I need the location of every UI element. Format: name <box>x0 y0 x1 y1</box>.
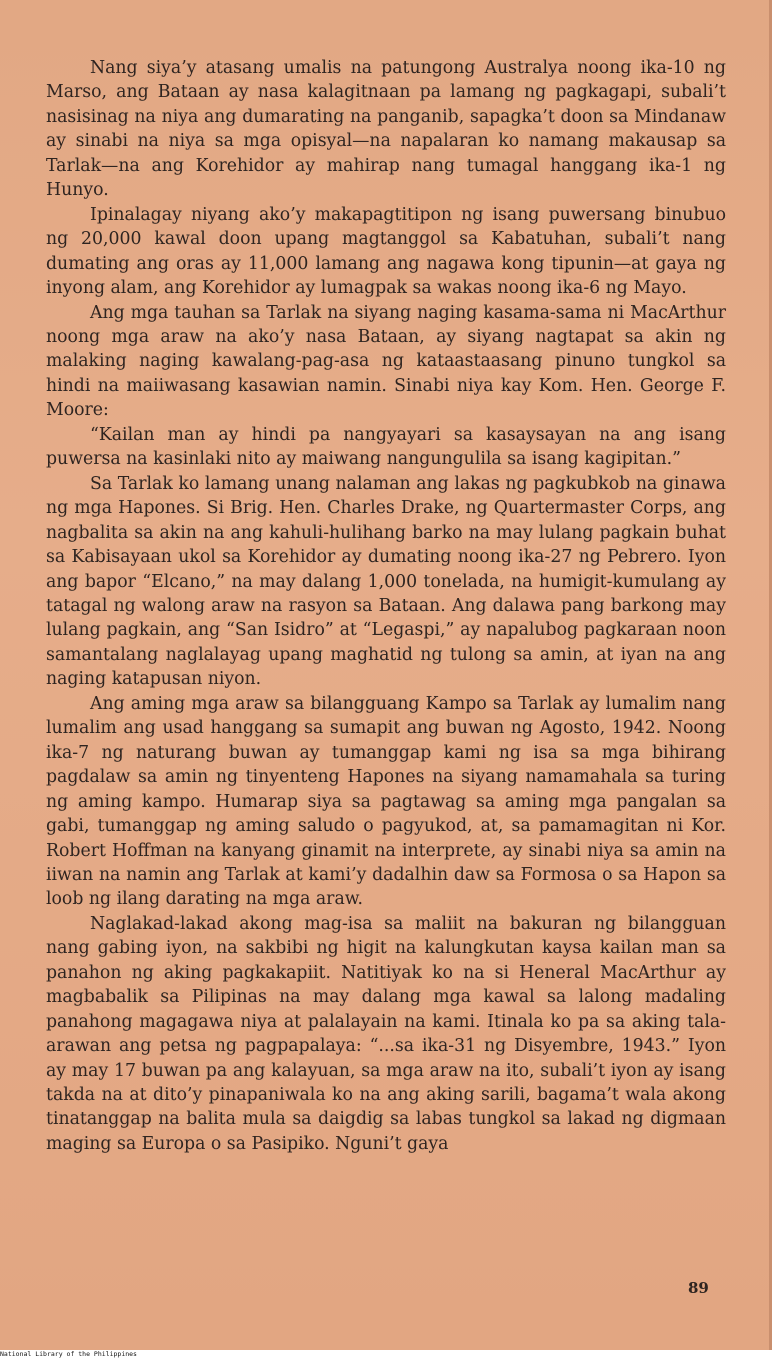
paragraph: Ipinalagay niyang ako’y makapagtitipon ng isang puwersang binubuo ng 20,000 kawal doon upang magtanggol sa Kabatuhan, subali’t nang dumating ang oras ay 11,000 lamang ang nagawa kong tipunin—at gaya ng inyong alam, ang Korehidor ay lumagpak sa wakas noong ika-6 ng Mayo. <box>46 204 726 299</box>
page-number: 89 <box>688 1279 709 1297</box>
library-credit: National Library of the Philippines <box>0 1350 137 1358</box>
paragraph: Ang aming mga araw sa bilangguang Kampo sa Tarlak ay lumalim nang lumalim ang usad hanggang sa sumapit ang buwan ng Agosto, 1942. Noong ika-7 ng naturang buwan ay tumanggap kami ng isa sa mga bihirang pagdalaw sa amin ng tinyenteng Hapones na siyang namamahala sa turing ng aming kampo. Humarap siya sa pagtawag sa aming mga pangalan sa gabi, tumanggap ng aming saludo o pagyukod, at, sa pamamagitan ni Kor. Robert Hoffman na kanyang ginamit na interprete, ay sinabi niya sa amin na iiwan na namin ang Tarlak at kami’y dadalhin daw sa Formosa o sa Hapon sa loob ng ilang darating na mga araw. <box>46 693 726 910</box>
paragraph: Sa Tarlak ko lamang unang nalaman ang lakas ng pagkubkob na ginawa ng mga Hapones. Si Brig. Hen. Charles Drake, ng Quartermaster Corps, ang nagbalita sa akin na ang kahuli-hulihang barko na may lulang pagkain buhat sa Kabisayaan ukol sa Korehidor ay dumating noong ika-27 ng Pebrero. Iyon ang bapor “Elcano,” na may dalang 1,000 tonelada, na humigit-kumulang ay tatagal ng walong araw na rasyon sa Bataan. Ang dalawa pang barkong may lulang pagkain, ang “San Isidro” at “Legaspi,” ay napalubog pagkaraan noon samantalang naglalayag upang maghatid ng tulong sa amin, at iyan na ang naging katapusan niyon. <box>46 473 726 690</box>
page-edge <box>769 0 772 1350</box>
paragraph: Ang mga tauhan sa Tarlak na siyang naging kasama-sama ni MacArthur noong mga araw na ako’y nasa Bataan, ay siyang nagtapat sa akin ng malaking naging kawalang-pag-asa ng kataastaasang pinuno tungkol sa hindi na maiiwasang kasawian namin. Sinabi niya kay Kom. Hen. George F. Moore: <box>46 302 726 421</box>
paragraph: Naglakad-lakad akong mag-isa sa maliit na bakuran ng bilangguan nang gabing iyon, na sakbibi ng higit na kalungkutan kaysa kailan man sa panahon ng aking pagkakapiit. Natitiyak ko na si Heneral MacArthur ay magbabalik sa Pilipinas na may dalang mga kawal sa lalong madaling panahong magagawa niya at palalayain na kami. Itinala ko pa sa aking tala-arawan ang petsa ng pagpapalaya: “...sa ika-31 ng Disyembre, 1943.” Iyon ay may 17 buwan pa ang kalayuan, sa mga araw na ito, subali’t iyon ay isang takda na at dito’y pinapaniwala ko na ang aking sarili, bagama’t wala akong tinatanggap na balita mula sa daigdig sa labas tungkol sa lakad ng digmaan maging sa Europa o sa Pasipiko. Nguni’t gaya <box>46 913 726 1154</box>
body-text <box>46 56 726 1156</box>
paragraph: Nang siya’y atasang umalis na patungong Australya noong ika-10 ng Marso, ang Bataan ay nasa kalagitnaan pa lamang ng pagkagapi, subali’t nasisinag na niya ang dumarating na panganib, sapagka’t doon sa Mindanaw ay sinabi na niya sa mga opisyal—na napalaran ko namang makausap sa Tarlak—na ang Korehidor ay mahirap nang tumagal hanggang ika-1 ng Hunyo. <box>46 58 726 201</box>
paragraph: “Kailan man ay hindi pa nangyayari sa kasaysayan na ang isang puwersa na kasinlaki nito ay maiwang nangungulila sa isang kagipitan.” <box>46 424 726 470</box>
